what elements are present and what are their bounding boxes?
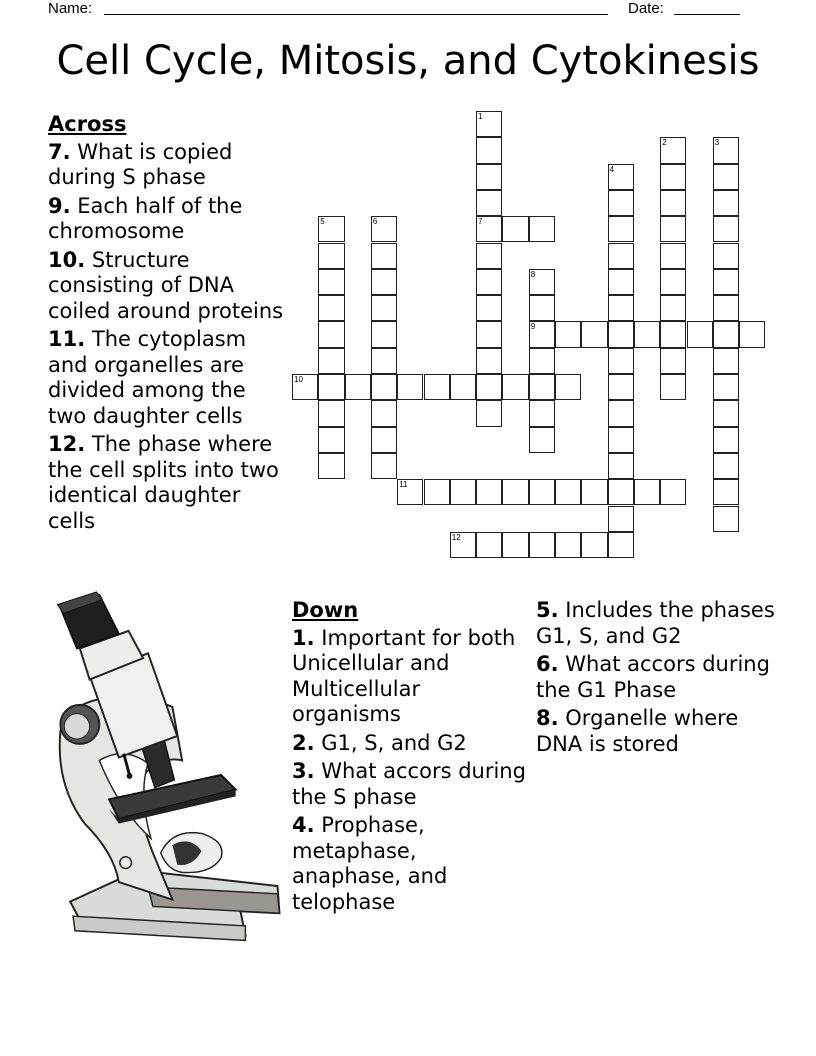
crossword-cell[interactable] (713, 400, 739, 426)
down-heading: Down (292, 598, 359, 622)
crossword-cell[interactable] (450, 479, 476, 505)
crossword-cell[interactable] (660, 321, 686, 347)
crossword-cell[interactable] (608, 269, 634, 295)
clue-number: 7. (48, 139, 71, 164)
crossword-cell[interactable] (608, 190, 634, 216)
crossword-cell[interactable] (476, 137, 502, 163)
crossword-cell[interactable] (476, 111, 502, 137)
clue-number: 5. (536, 598, 559, 622)
crossword-cell[interactable] (581, 532, 607, 558)
clue-number: 10. (48, 247, 86, 272)
name-label: Name: (48, 0, 93, 17)
crossword-cell[interactable] (318, 243, 344, 269)
crossword-cell[interactable] (608, 243, 634, 269)
crossword-cell[interactable] (529, 348, 555, 374)
crossword-cell[interactable] (476, 164, 502, 190)
across-clues (48, 112, 288, 537)
crossword-cell[interactable] (713, 453, 739, 479)
clue-across-7 (48, 140, 288, 191)
cell-number: 1 (478, 112, 483, 121)
crossword-cell[interactable] (713, 295, 739, 321)
cell-number: 4 (609, 164, 615, 174)
crossword-cell[interactable] (713, 506, 739, 532)
crossword-cell[interactable] (660, 479, 686, 505)
crossword-cell[interactable] (476, 479, 502, 505)
cell-number: 5 (320, 217, 325, 227)
cell-number: 3 (714, 138, 720, 148)
crossword-cell[interactable] (318, 453, 344, 479)
crossword-cell[interactable] (634, 479, 660, 505)
clue-number: 4. (292, 813, 315, 837)
crossword-cell[interactable] (424, 374, 450, 400)
crossword-cell[interactable] (450, 532, 476, 558)
crossword-cell[interactable] (739, 321, 765, 347)
clue-across-11 (48, 327, 288, 429)
crossword-cell[interactable] (371, 243, 397, 269)
page-title: Cell Cycle, Mitosis, and Cytokinesis (56, 38, 760, 84)
clue-text: What accors during the S phase (292, 759, 526, 809)
worksheet-header (48, 0, 748, 20)
crossword-cell[interactable] (529, 216, 555, 242)
crossword-cell[interactable] (371, 374, 397, 400)
clue-text: The phase where the cell splits into two identical daughter cells (48, 432, 279, 533)
crossword-cell[interactable] (371, 427, 397, 453)
clue-down-6 (536, 652, 776, 703)
microscope-icon (45, 590, 290, 960)
crossword-cell[interactable] (318, 427, 344, 453)
crossword-cell[interactable] (397, 479, 423, 505)
clue-across-12 (48, 432, 288, 534)
crossword-cell[interactable] (608, 321, 634, 347)
crossword-cell[interactable] (318, 295, 344, 321)
clue-number: 2. (292, 730, 315, 755)
cell-number: 6 (372, 217, 378, 227)
crossword-cell[interactable] (371, 216, 397, 242)
crossword-cell[interactable] (397, 374, 423, 400)
crossword-cell[interactable] (713, 321, 739, 347)
cell-number: 8 (530, 269, 536, 279)
clue-across-9 (48, 194, 288, 245)
crossword-cell[interactable] (529, 269, 555, 295)
crossword-cell[interactable] (502, 479, 528, 505)
crossword-cell[interactable] (608, 374, 634, 400)
crossword-cell[interactable] (318, 400, 344, 426)
clue-down-2 (292, 731, 532, 757)
clue-number: 3. (292, 759, 315, 783)
crossword-cell[interactable] (660, 137, 686, 163)
crossword-cell[interactable] (371, 321, 397, 347)
crossword-cell[interactable] (371, 269, 397, 295)
cell-number: 9 (530, 322, 536, 332)
crossword-cell[interactable] (529, 321, 555, 347)
clue-number: 1. (292, 625, 315, 650)
crossword-cell[interactable] (371, 295, 397, 321)
crossword-cell[interactable] (292, 374, 318, 400)
crossword-cell[interactable] (555, 479, 581, 505)
crossword-cell[interactable] (476, 400, 502, 426)
date-label: Date: (628, 0, 664, 17)
clue-text: Structure consisting of DNA coiled around proteins (48, 247, 284, 323)
crossword-cell[interactable] (476, 532, 502, 558)
clue-down-8 (536, 706, 776, 757)
crossword-cell[interactable] (476, 374, 502, 400)
crossword-cell[interactable] (608, 295, 634, 321)
crossword-cell[interactable] (634, 321, 660, 347)
crossword-cell[interactable] (424, 479, 450, 505)
down-clues-continued (536, 598, 776, 760)
crossword-cell[interactable] (660, 164, 686, 190)
clue-number: 8. (536, 706, 559, 730)
crossword-cell[interactable] (529, 295, 555, 321)
crossword-cell[interactable] (581, 479, 607, 505)
cell-number: 10 (294, 375, 303, 384)
crossword-cell[interactable] (318, 269, 344, 295)
crossword-cell[interactable] (476, 321, 502, 347)
crossword-cell[interactable] (529, 400, 555, 426)
crossword-cell[interactable] (713, 164, 739, 190)
clue-down-1 (292, 626, 532, 728)
crossword-cell[interactable] (529, 479, 555, 505)
crossword-cell[interactable] (502, 374, 528, 400)
clue-text: Prophase, metaphase, anaphase, and telophase (292, 813, 448, 914)
clue-down-3 (292, 759, 532, 810)
crossword-cell[interactable] (608, 532, 634, 558)
clue-text: The cytoplasm and organelles are divided among the two daughter cells (48, 327, 247, 428)
clue-across-10 (48, 248, 288, 325)
clue-text: Important for both Unicellular and Multicellular organisms (292, 625, 516, 726)
crossword-cell[interactable] (608, 164, 634, 190)
crossword-cell[interactable] (660, 374, 686, 400)
crossword-cell[interactable] (555, 374, 581, 400)
crossword-cell[interactable] (713, 374, 739, 400)
crossword-cell[interactable] (608, 400, 634, 426)
crossword-cell[interactable] (318, 321, 344, 347)
crossword-cell[interactable] (713, 348, 739, 374)
crossword-cell[interactable] (687, 321, 713, 347)
crossword-cell[interactable] (502, 216, 528, 242)
name-field[interactable] (104, 14, 608, 15)
crossword-cell[interactable] (660, 295, 686, 321)
down-clues (292, 598, 532, 918)
crossword-cell[interactable] (345, 374, 371, 400)
crossword-cell[interactable] (476, 243, 502, 269)
date-field[interactable] (674, 14, 740, 15)
crossword-cell[interactable] (660, 269, 686, 295)
clue-text: Each half of the chromosome (48, 193, 243, 243)
clue-down-4 (292, 813, 532, 915)
crossword-cell[interactable] (450, 374, 476, 400)
crossword-cell[interactable] (318, 348, 344, 374)
crossword-cell[interactable] (713, 479, 739, 505)
crossword-cell[interactable] (476, 190, 502, 216)
crossword-cell[interactable] (371, 400, 397, 426)
clue-text: Includes the phases G1, S, and G2 (536, 598, 775, 648)
crossword-cell[interactable] (371, 348, 397, 374)
crossword-cell[interactable] (529, 427, 555, 453)
cell-number: 11 (399, 480, 408, 490)
crossword-cell[interactable] (608, 216, 634, 242)
crossword-cell[interactable] (476, 348, 502, 374)
cell-number: 7 (478, 217, 483, 227)
crossword-cell[interactable] (660, 348, 686, 374)
crossword-cell[interactable] (608, 506, 634, 532)
crossword-cell[interactable] (713, 190, 739, 216)
crossword-cell[interactable] (318, 374, 344, 400)
clue-text: Organelle where DNA is stored (536, 706, 739, 756)
crossword-cell[interactable] (660, 190, 686, 216)
clue-number: 9. (48, 193, 71, 218)
clue-number: 6. (536, 652, 559, 676)
crossword-cell[interactable] (555, 321, 581, 347)
crossword-cell[interactable] (713, 427, 739, 453)
crossword-cell[interactable] (529, 374, 555, 400)
cell-number: 12 (451, 532, 461, 542)
crossword-cell[interactable] (713, 243, 739, 269)
crossword-cell[interactable] (476, 216, 502, 242)
crossword-cell[interactable] (608, 453, 634, 479)
crossword-cell[interactable] (581, 321, 607, 347)
clue-text: What accors during the G1 Phase (536, 652, 770, 702)
cell-number: 2 (662, 138, 667, 148)
crossword-cell[interactable] (318, 216, 344, 242)
clue-down-5 (536, 598, 776, 649)
clue-number: 12. (48, 432, 86, 456)
crossword-cell[interactable] (476, 295, 502, 321)
crossword-cell[interactable] (529, 532, 555, 558)
crossword-cell[interactable] (608, 479, 634, 505)
crossword-cell[interactable] (713, 137, 739, 163)
across-heading: Across (48, 112, 127, 136)
crossword-cell[interactable] (608, 348, 634, 374)
crossword-cell[interactable] (713, 216, 739, 242)
crossword-cell[interactable] (660, 216, 686, 242)
crossword-cell[interactable] (660, 243, 686, 269)
clue-number: 11. (48, 327, 86, 351)
clue-text: G1, S, and G2 (321, 730, 467, 755)
crossword-cell[interactable] (371, 453, 397, 479)
crossword-cell[interactable] (476, 269, 502, 295)
crossword-cell[interactable] (608, 427, 634, 453)
crossword-cell[interactable] (713, 269, 739, 295)
crossword-cell[interactable] (555, 532, 581, 558)
crossword-cell[interactable] (502, 532, 528, 558)
clue-text: What is copied during S phase (48, 139, 233, 189)
